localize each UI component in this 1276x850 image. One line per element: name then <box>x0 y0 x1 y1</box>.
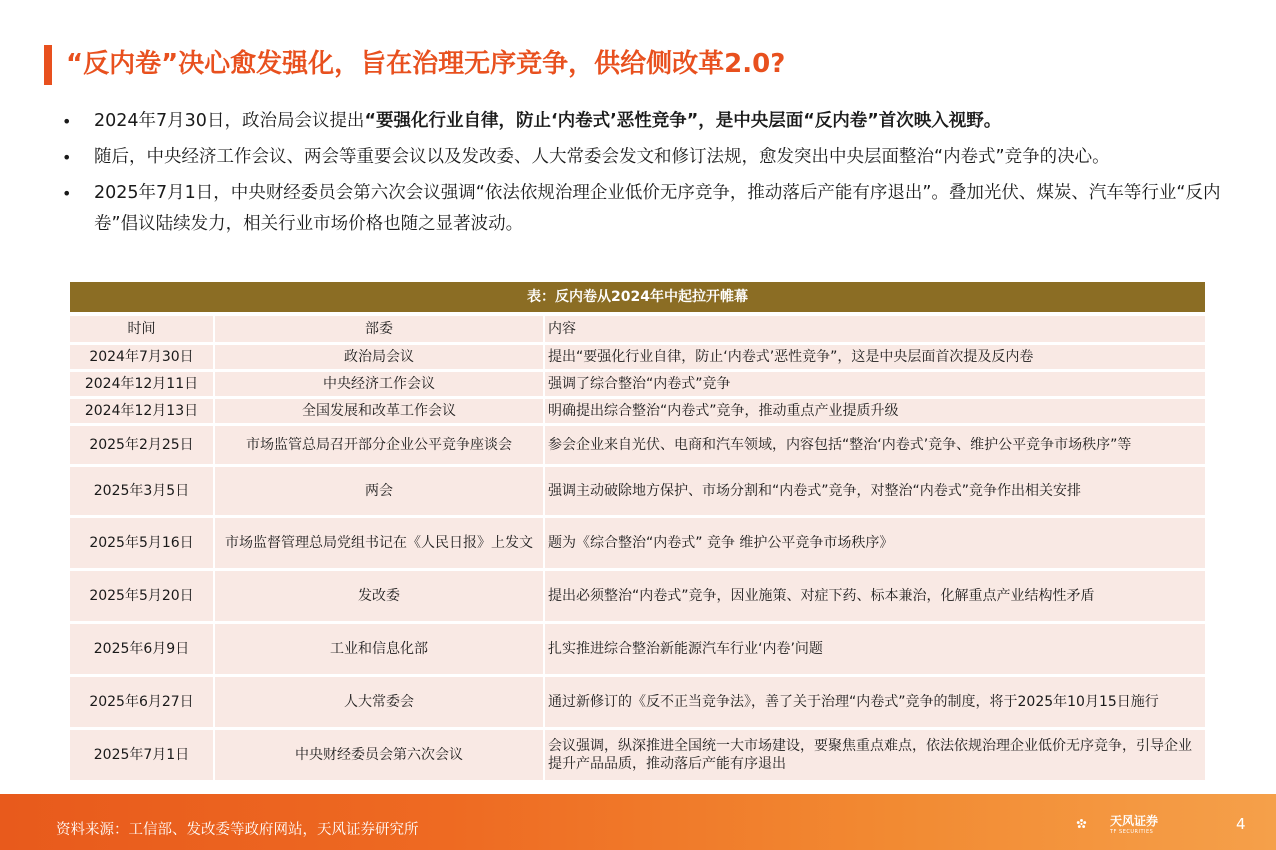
cell-dept: 市场监管总局召开部分企业公平竞争座谈会 <box>215 426 545 464</box>
cell-dept: 中央财经委员会第六次会议 <box>215 730 545 780</box>
table-row <box>70 467 1205 515</box>
title-accent-bar <box>44 45 52 85</box>
cell-dept: 工业和信息化部 <box>215 624 545 674</box>
cell-dept: 中央经济工作会议 <box>215 372 545 396</box>
table-row <box>70 571 1205 621</box>
header-time: 时间 <box>70 316 215 342</box>
cell-content: 强调了综合整治“内卷式”竞争 <box>545 372 1205 396</box>
cell-dept: 发改委 <box>215 571 545 621</box>
cell-content: 明确提出综合整治“内卷式”竞争，推动重点产业提质升级 <box>545 399 1205 423</box>
bullet-dot-icon: • <box>62 148 72 167</box>
table-header-row <box>70 316 1205 342</box>
header-dept: 部委 <box>215 316 545 342</box>
cell-content: 扎实推进综合整治新能源汽车行业‘内卷’问题 <box>545 624 1205 674</box>
table-row <box>70 426 1205 464</box>
source-note: 资料来源：工信部、发改委等政府网站，天风证券研究所 <box>56 822 419 838</box>
cell-time: 2025年3月5日 <box>70 467 215 515</box>
bullet-bold-text: “要强化行业自律，防止‘内卷式’恶性竞争”，是中央层面“反内卷”首次映入视野。 <box>364 111 1002 131</box>
cell-content: 参会企业来自光伏、电商和汽车领域，内容包括“整治‘内卷式’竞争、维护公平竞争市场秩序”等 <box>545 426 1205 464</box>
cell-content: 提出“要强化行业自律，防止‘内卷式’恶性竞争”，这是中央层面首次提及反内卷 <box>545 345 1205 369</box>
table-row <box>70 730 1205 780</box>
table-caption: 表：反内卷从2024年中起拉开帷幕 <box>70 282 1205 312</box>
cell-content: 强调主动破除地方保护、市场分割和“内卷式”竞争，对整治“内卷式”竞争作出相关安排 <box>545 467 1205 515</box>
bullet-item <box>58 142 1238 173</box>
bullet-text: 2024年7月30日，政治局会议提出 <box>94 111 365 131</box>
cell-time: 2025年5月16日 <box>70 518 215 568</box>
timeline-table <box>70 282 1205 783</box>
table-row <box>70 624 1205 674</box>
cell-dept: 全国发展和改革工作会议 <box>215 399 545 423</box>
cell-time: 2024年12月13日 <box>70 399 215 423</box>
cell-time: 2025年6月27日 <box>70 677 215 727</box>
table-row <box>70 345 1205 369</box>
table-row <box>70 677 1205 727</box>
bullet-item <box>58 106 1238 137</box>
cell-content: 通过新修订的《反不正当竞争法》，善了关于治理“内卷式”竞争的制度，将于2025年10月15日施行 <box>545 677 1205 727</box>
cell-time: 2025年6月9日 <box>70 624 215 674</box>
bullet-item <box>58 178 1238 240</box>
cell-dept: 两会 <box>215 467 545 515</box>
bullet-dot-icon: • <box>62 112 72 131</box>
cell-time: 2025年5月20日 <box>70 571 215 621</box>
page-title: “反内卷”决心愈发强化，旨在治理无序竞争，供给侧改革2.0? <box>66 49 786 79</box>
bullet-text: 2025年7月1日，中央财经委员会第六次会议强调“依法依规治理企业低价无序竞争，推动落后产能有序退出”。叠加光伏、煤炭、汽车等行业“反内卷”倡议陆续发力，相关行业市场价格也随之显著波动。 <box>94 183 1221 234</box>
page-number: 4 <box>1236 815 1246 833</box>
table-row <box>70 372 1205 396</box>
table-grid <box>70 313 1205 783</box>
cell-dept: 人大常委会 <box>215 677 545 727</box>
tf-flower-logo-icon <box>1075 806 1111 842</box>
bullet-text: 随后，中央经济工作会议、两会等重要会议以及发改委、人大常委会发文和修订法规，愈发突出中央层面整治“内卷式”竞争的决心。 <box>94 147 1110 167</box>
cell-time: 2024年12月11日 <box>70 372 215 396</box>
cell-content: 题为《综合整治“内卷式” 竞争 维护公平竞争市场秩序》 <box>545 518 1205 568</box>
bullet-dot-icon: • <box>62 184 72 203</box>
cell-time: 2025年7月1日 <box>70 730 215 780</box>
cell-dept: 政治局会议 <box>215 345 545 369</box>
bullet-list <box>58 106 1238 245</box>
header-content: 内容 <box>545 316 1205 342</box>
cell-dept: 市场监督管理总局党组书记在《人民日报》上发文 <box>215 518 545 568</box>
cell-content: 提出必须整治“内卷式”竞争，因业施策、对症下药、标本兼治，化解重点产业结构性矛盾 <box>545 571 1205 621</box>
cell-time: 2024年7月30日 <box>70 345 215 369</box>
table-row <box>70 518 1205 568</box>
cell-content: 会议强调，纵深推进全国统一大市场建设，要聚焦重点难点，依法依规治理企业低价无序竞争，引导企业提升产品品质，推动落后产能有序退出 <box>545 730 1205 780</box>
cell-time: 2025年2月25日 <box>70 426 215 464</box>
logo-name: 天风证券 <box>1110 814 1159 828</box>
table-row <box>70 399 1205 423</box>
logo-subtitle: TF SECURITIES <box>1110 829 1154 835</box>
